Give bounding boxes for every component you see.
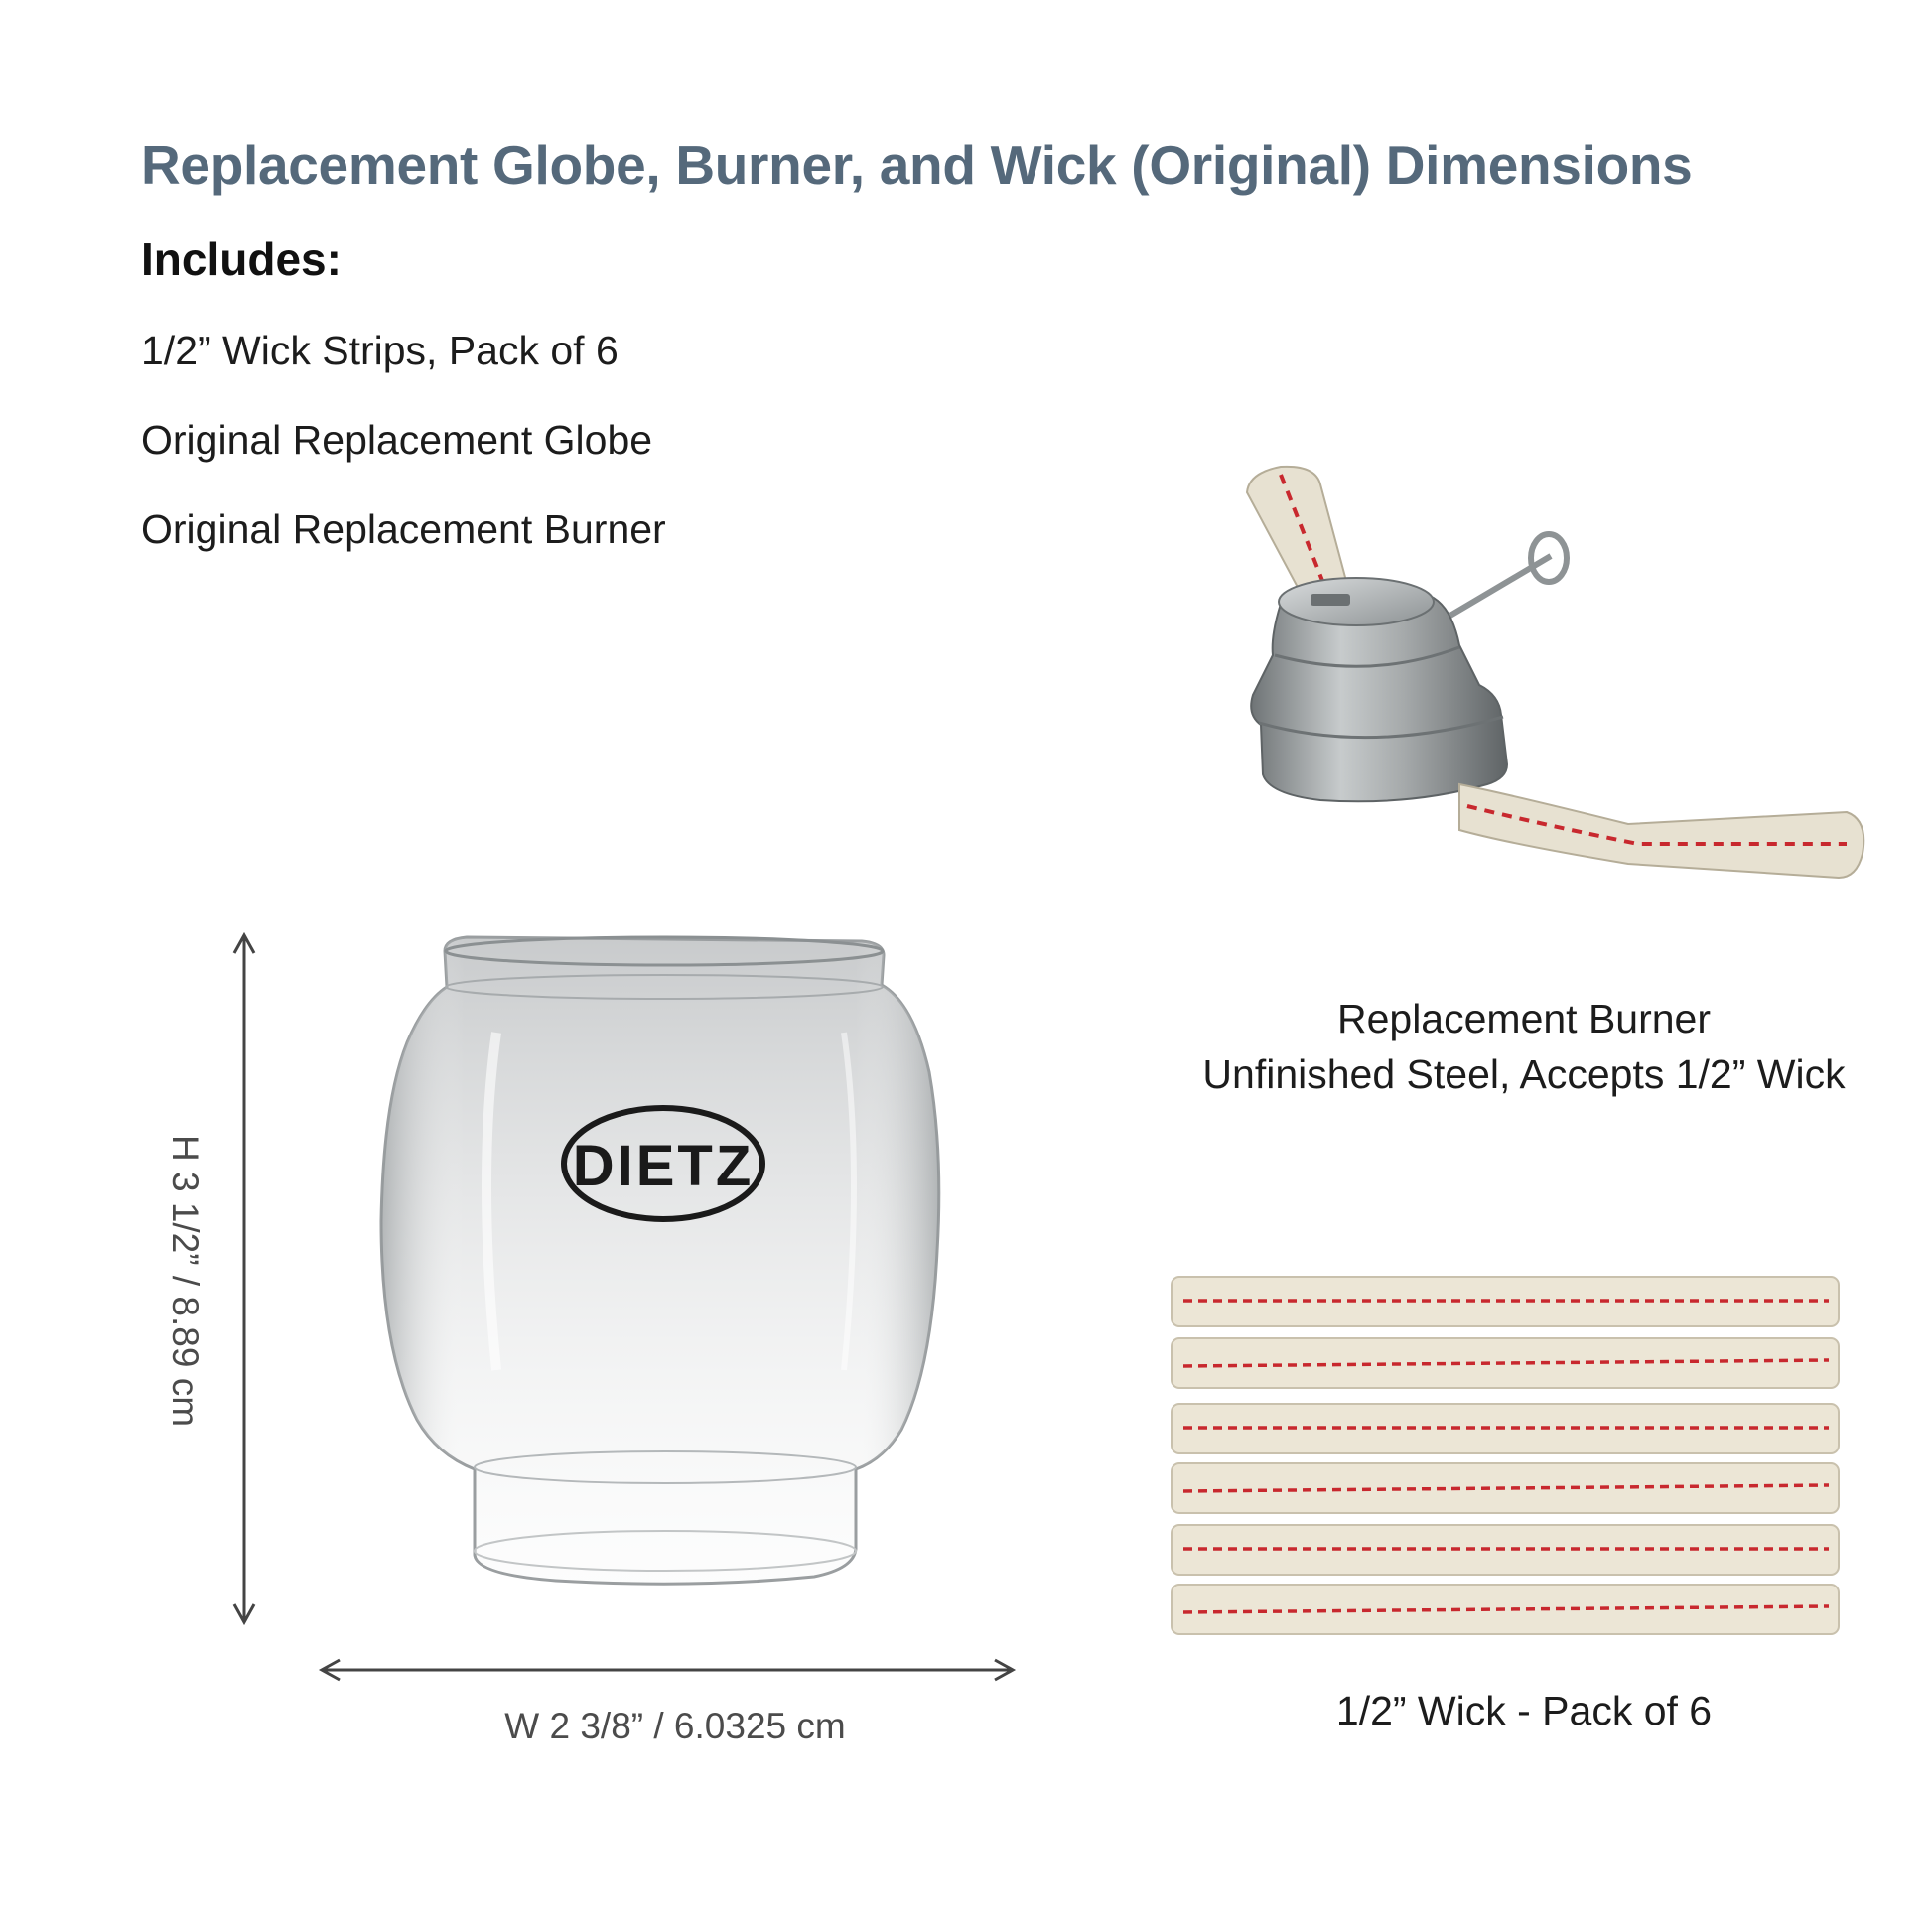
width-dimension-label: W 2 3/8” / 6.0325 cm xyxy=(504,1706,846,1746)
dietz-logo-text: DIETZ xyxy=(572,1134,755,1198)
wick-strip xyxy=(1172,1338,1839,1388)
glass-globe-image xyxy=(381,937,939,1584)
burner-caption-line2: Unfinished Steel, Accepts 1/2” Wick xyxy=(1202,1051,1846,1097)
includes-heading: Includes: xyxy=(141,233,342,285)
burner-image xyxy=(1247,467,1863,878)
includes-item-wick-strips: 1/2” Wick Strips, Pack of 6 xyxy=(141,328,619,373)
height-dimension-text: H 3 1/2” / 8.89 cm xyxy=(165,1134,206,1428)
page-title: Replacement Globe, Burner, and Wick (Original) Dimensions xyxy=(141,134,1693,196)
burner-caption-line1: Replacement Burner xyxy=(1336,996,1712,1041)
wick-caption: 1/2” Wick - Pack of 6 xyxy=(1335,1688,1713,1733)
includes-item-burner: Original Replacement Burner xyxy=(141,506,666,552)
height-dimension-arrow xyxy=(234,935,254,1622)
width-dimension-arrow xyxy=(322,1660,1013,1680)
wick-strip xyxy=(1172,1463,1839,1513)
burner-caption xyxy=(1167,991,1881,1102)
wick-strip xyxy=(1172,1585,1839,1634)
includes-item-globe: Original Replacement Globe xyxy=(141,417,653,463)
wick-strips-image xyxy=(1172,1277,1839,1634)
